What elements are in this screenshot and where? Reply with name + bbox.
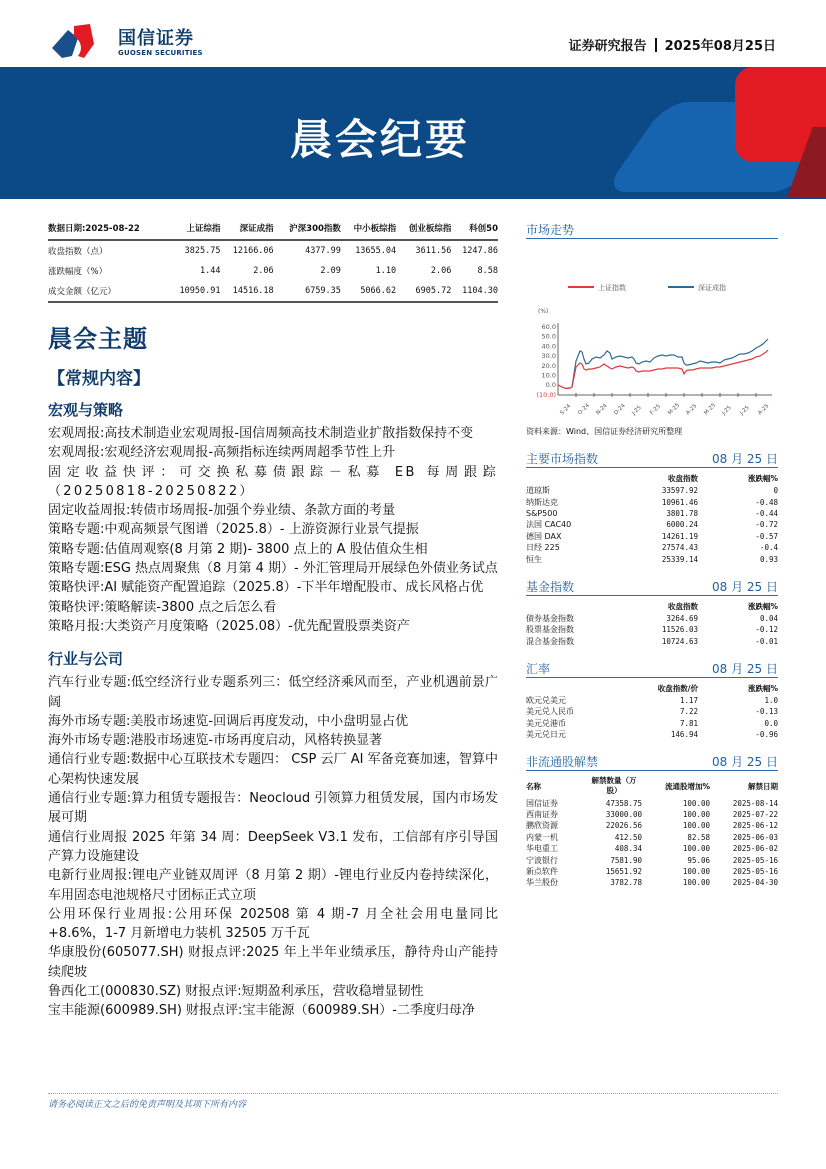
report-link[interactable]: 固定收益周报:转债市场周报-加强个券业绩、条款方面的考量 bbox=[48, 503, 396, 519]
table-cell: 纳斯达克 bbox=[526, 497, 558, 507]
fx-table bbox=[526, 682, 778, 741]
table-cell: -0.13 bbox=[755, 707, 778, 717]
table-row bbox=[526, 485, 778, 496]
table-cell: 13655.04 bbox=[355, 246, 397, 256]
report-link[interactable]: 鲁西化工(000830.SZ) 财报点评:短期盈利承压，营收稳增显韧性 bbox=[48, 984, 424, 1000]
svg-text:50.0: 50.0 bbox=[541, 332, 556, 341]
table-cell: 2025-07-22 bbox=[732, 810, 778, 820]
table-cell: -0.44 bbox=[755, 508, 778, 518]
table-header: 涨跌幅% bbox=[747, 474, 778, 483]
report-link[interactable]: 策略月报:大类资产月度策略（2025.08）-优先配置股票类资产 bbox=[48, 618, 410, 634]
table-cell: 0.93 bbox=[759, 554, 778, 564]
table-cell: 11526.03 bbox=[661, 625, 698, 635]
table-row bbox=[526, 542, 778, 553]
table-row bbox=[526, 854, 778, 865]
table-cell: 2.09 bbox=[320, 266, 341, 276]
table-row bbox=[526, 718, 778, 729]
table-cell: 100.00 bbox=[682, 798, 710, 808]
market-trend-header bbox=[526, 222, 778, 239]
table-cell: 2025-08-14 bbox=[732, 798, 778, 808]
industry-company-list bbox=[48, 673, 498, 1020]
table-cell: 1.44 bbox=[199, 266, 221, 276]
report-date: 2025年08月25日 bbox=[664, 39, 776, 54]
table-cell: 7.81 bbox=[679, 718, 698, 728]
divider bbox=[655, 38, 657, 52]
table-cell: 1.17 bbox=[679, 696, 698, 706]
sidebar bbox=[526, 222, 778, 889]
y-axis-label: (%) bbox=[538, 308, 549, 315]
x-axis-labels bbox=[559, 402, 771, 417]
table-cell: 国信证券 bbox=[526, 798, 558, 808]
guosen-logo-icon bbox=[50, 22, 110, 62]
table-cell: -0.96 bbox=[755, 730, 778, 740]
table-cell: 100.00 bbox=[682, 810, 710, 820]
market-trend-chart bbox=[526, 239, 778, 424]
table-row bbox=[526, 531, 778, 542]
table-cell: 成交金额（亿元） bbox=[48, 281, 167, 302]
svg-text:A-25: A-25 bbox=[685, 403, 699, 417]
table-cell: 新点软件 bbox=[526, 867, 558, 876]
table-row bbox=[526, 695, 778, 706]
svg-text:M-25: M-25 bbox=[667, 402, 682, 417]
table-row bbox=[526, 877, 778, 888]
guosen-logo bbox=[50, 22, 203, 62]
table-header-row bbox=[48, 218, 498, 240]
series-shenzhen bbox=[558, 339, 768, 389]
table-header: 上证综指 bbox=[167, 218, 220, 240]
index-summary-table bbox=[48, 218, 498, 303]
table-cell: 10950.91 bbox=[167, 281, 220, 302]
table-cell: 0.04 bbox=[759, 613, 778, 623]
table-cell: 3801.78 bbox=[666, 508, 698, 518]
table-cell: 华兰股份 bbox=[526, 878, 558, 888]
logo-english-text: GUOSEN SECURITIES bbox=[118, 49, 203, 57]
table-cell: 华电重工 bbox=[526, 844, 558, 854]
table-row bbox=[526, 706, 778, 717]
table-cell: 美元兑港币 bbox=[526, 718, 566, 728]
svg-text:F-25: F-25 bbox=[649, 403, 663, 417]
table-row bbox=[526, 866, 778, 877]
table-cell: 2025-05-16 bbox=[732, 867, 778, 876]
table-cell: 鹏欣资源 bbox=[526, 821, 558, 831]
report-type: 证券研究报告 bbox=[568, 39, 647, 54]
report-link[interactable]: 电新行业周报:锂电产业链双周评（8 月第 2 期）-锂电行业反内卷持续深化，车用固态电池规格尺寸团标正式立项 bbox=[48, 868, 498, 903]
table-row bbox=[526, 832, 778, 843]
unlock-title: 非流通股解禁 bbox=[526, 755, 599, 770]
table-cell: 47358.75 bbox=[605, 798, 642, 808]
major-indices-title: 主要市场指数 bbox=[526, 452, 599, 466]
table-row bbox=[48, 281, 498, 302]
table-cell: 408.34 bbox=[614, 844, 642, 854]
table-header: 解禁日期 bbox=[748, 781, 778, 791]
table-cell: 债券基金指数 bbox=[526, 613, 574, 623]
table-cell: 收盘指数（点） bbox=[48, 247, 108, 257]
report-link[interactable]: 汽车行业专题:低空经济行业专题系列三：低空经济乘风而至，产业机遇前景广阔 bbox=[48, 675, 498, 710]
table-cell: 10961.46 bbox=[661, 497, 698, 507]
table-cell: 3264.69 bbox=[666, 613, 698, 623]
table-cell: 22026.56 bbox=[605, 821, 642, 831]
line-chart bbox=[526, 239, 778, 424]
legend-label-shenzhen: 深证成指 bbox=[698, 284, 726, 292]
report-link[interactable]: 华康股份(605077.SH) 财报点评:2025 年上半年业绩承压，静待舟山产能持续爬坡 bbox=[48, 945, 498, 980]
table-cell: 2025-05-16 bbox=[732, 855, 778, 865]
table-cell: -0.72 bbox=[755, 520, 778, 530]
table-cell: -0.4 bbox=[759, 543, 778, 553]
footer-divider bbox=[48, 1093, 778, 1094]
section-heading-macro: 宏观与策略 bbox=[48, 401, 124, 419]
major-indices-header bbox=[526, 451, 778, 468]
table-cell: 混合基金指数 bbox=[526, 636, 574, 646]
report-link[interactable]: 策略专题:中观高频景气图谱（2025.8）- 上游资源行业景气提振 bbox=[48, 522, 419, 538]
svg-text:20.0: 20.0 bbox=[541, 361, 556, 370]
table-cell: 6000.24 bbox=[666, 520, 698, 530]
major-indices-date: 08 月 25 日 bbox=[712, 452, 778, 466]
table-header bbox=[526, 600, 616, 613]
table-cell: 14261.19 bbox=[661, 531, 698, 541]
table-cell: 1104.30 bbox=[451, 281, 498, 302]
table-cell: 2025-06-12 bbox=[732, 821, 778, 831]
report-link[interactable]: 策略快评:策略解读-3800 点之后怎么看 bbox=[48, 599, 277, 615]
fund-indices-table bbox=[526, 600, 778, 647]
table-cell: 1.10 bbox=[375, 266, 397, 276]
table-cell: 6905.72 bbox=[396, 281, 451, 302]
report-link[interactable]: 通信行业专题:算力租赁专题报告：Neocloud 引领算力租赁发展，国内市场发展可期 bbox=[48, 791, 498, 826]
fx-date: 08 月 25 日 bbox=[712, 661, 778, 676]
table-header: 沪深300指数 bbox=[274, 218, 341, 240]
table-cell: 412.50 bbox=[614, 832, 642, 842]
table-cell: 1.0 bbox=[764, 696, 778, 706]
table-header: 名称 bbox=[526, 781, 541, 791]
svg-text:O-24: O-24 bbox=[577, 402, 591, 417]
disclaimer-text: 请务必阅读正文之后的免责声明及其项下所有内容 bbox=[48, 1100, 247, 1110]
section-title-main: 晨会主题 bbox=[48, 325, 148, 353]
unlock-header bbox=[526, 754, 778, 771]
svg-text:40.0: 40.0 bbox=[541, 342, 556, 351]
table-cell: 美元兑人民币 bbox=[526, 707, 574, 717]
table-row bbox=[526, 729, 778, 740]
table-cell: 25339.14 bbox=[661, 554, 698, 564]
table-cell: 宁波银行 bbox=[526, 855, 558, 865]
table-cell: 2025-04-30 bbox=[732, 878, 778, 888]
table-header-row bbox=[526, 600, 778, 613]
svg-text:60.0: 60.0 bbox=[541, 323, 556, 331]
table-header: 数据日期:2025-08-22 bbox=[48, 218, 167, 240]
table-header: 涨跌幅% bbox=[747, 601, 778, 611]
table-cell: 西南证券 bbox=[526, 810, 558, 820]
banner-title: 晨会纪要 bbox=[289, 115, 470, 164]
table-cell: -0.01 bbox=[755, 636, 778, 646]
y-axis-ticks bbox=[536, 323, 556, 399]
table-row bbox=[48, 261, 498, 281]
report-link[interactable]: 策略专题:估值周观察(8 月第 2 期)- 3800 点上的 A 股估值众生相 bbox=[48, 541, 428, 557]
svg-text:10.0: 10.0 bbox=[541, 371, 556, 380]
table-row bbox=[526, 797, 778, 808]
table-header bbox=[526, 472, 616, 485]
report-link[interactable]: 宝丰能源(600989.SH) 财报点评:宝丰能源（600989.SH）-二季度归母净 bbox=[48, 1003, 475, 1019]
table-cell: S&P500 bbox=[526, 508, 558, 518]
table-cell: 100.00 bbox=[682, 878, 710, 888]
table-cell: 欧元兑美元 bbox=[526, 696, 566, 706]
svg-text:J-25: J-25 bbox=[739, 404, 751, 417]
report-link[interactable]: 通信行业专题:数据中心互联技术专题四： CSP 云厂 AI 军备竞赛加速，智算中心架构快速发展 bbox=[48, 752, 498, 787]
table-cell: 日经 225 bbox=[526, 543, 560, 553]
table-cell: 12166.06 bbox=[232, 246, 274, 256]
main-content bbox=[48, 218, 498, 1021]
table-header: 科创50 bbox=[451, 218, 498, 240]
table-cell: 1247.86 bbox=[462, 246, 498, 256]
table-cell: -0.48 bbox=[755, 497, 778, 507]
table-cell: 2.06 bbox=[253, 266, 274, 276]
table-row bbox=[526, 843, 778, 854]
table-header bbox=[526, 682, 616, 695]
table-cell: 4377.99 bbox=[305, 246, 341, 256]
table-cell: 33597.92 bbox=[661, 486, 698, 496]
table-header: 解禁数量（万股） bbox=[591, 776, 637, 796]
table-cell: -0.57 bbox=[755, 531, 778, 541]
fx-header bbox=[526, 661, 778, 678]
table-row bbox=[526, 624, 778, 635]
report-link[interactable]: 策略快评:AI 赋能资产配置追踪（2025.8）-下半年增配股市、成长风格占优 bbox=[48, 580, 484, 596]
table-cell: 5066.62 bbox=[341, 281, 396, 302]
table-cell: 内蒙一机 bbox=[526, 832, 558, 842]
svg-text:J-25: J-25 bbox=[721, 404, 733, 417]
table-row bbox=[526, 496, 778, 507]
table-header: 涨跌幅% bbox=[747, 683, 778, 693]
table-cell: 2025-06-03 bbox=[732, 832, 778, 842]
report-link[interactable]: 策略专题:ESG 热点周聚焦（8 月第 4 期）- 外汇管理局开展绿色外债业务试点 bbox=[48, 561, 498, 577]
table-cell: 100.00 bbox=[682, 867, 710, 876]
unlock-date: 08 月 25 日 bbox=[712, 755, 778, 770]
table-header: 收盘指数 bbox=[668, 601, 698, 611]
legend-label-shanghai: 上证指数 bbox=[598, 284, 626, 292]
table-cell: 100.00 bbox=[682, 821, 710, 831]
table-cell: 7581.90 bbox=[610, 855, 642, 865]
svg-text:30.0: 30.0 bbox=[541, 352, 556, 361]
report-link[interactable]: 海外市场专题:美股市场速览-回调后再度发动，中小盘明显占优 bbox=[48, 713, 409, 729]
table-cell: 95.06 bbox=[687, 855, 710, 865]
table-cell: 7.22 bbox=[679, 707, 698, 717]
table-header: 创业板综指 bbox=[396, 218, 451, 240]
svg-text:M-25: M-25 bbox=[703, 402, 718, 417]
report-meta bbox=[569, 35, 776, 54]
table-cell: 27574.43 bbox=[661, 543, 698, 553]
table-cell: 美元兑日元 bbox=[526, 730, 566, 740]
section-heading-industry: 行业与公司 bbox=[48, 650, 124, 669]
table-cell: -0.12 bbox=[755, 625, 778, 635]
table-row bbox=[526, 553, 778, 564]
report-link[interactable]: 通信行业周报 2025 年第 34 周：DeepSeek V3.1 发布，工信部有序引导国产算力设施建设 bbox=[48, 829, 498, 864]
chart-source: 资料来源：Wind、国信证券经济研究所整理 bbox=[526, 427, 683, 436]
svg-text:A-25: A-25 bbox=[757, 403, 771, 417]
fx-title: 汇率 bbox=[526, 661, 551, 676]
table-cell: 2.06 bbox=[430, 266, 452, 276]
fund-indices-date: 08 月 25 日 bbox=[712, 579, 778, 594]
table-header: 深证成指 bbox=[220, 218, 273, 240]
report-link[interactable]: 宏观周报:宏观经济宏观周报-高频指标连续两周超季节性上升 bbox=[48, 445, 396, 461]
table-row bbox=[526, 613, 778, 624]
svg-text:N-24: N-24 bbox=[595, 402, 609, 417]
macro-strategy-list bbox=[48, 424, 498, 636]
title-banner bbox=[0, 67, 826, 199]
major-indices-table bbox=[526, 472, 778, 565]
table-cell: 3825.75 bbox=[184, 246, 221, 256]
svg-text:0.0: 0.0 bbox=[545, 381, 556, 390]
table-cell: 2025-06-02 bbox=[732, 844, 778, 854]
table-row bbox=[526, 519, 778, 530]
table-header: 收盘指数/价 bbox=[657, 683, 698, 693]
table-cell: 33000.00 bbox=[605, 810, 642, 820]
table-row bbox=[526, 508, 778, 519]
table-row bbox=[526, 820, 778, 831]
table-row bbox=[48, 240, 498, 261]
table-row bbox=[526, 809, 778, 820]
table-header-row bbox=[526, 472, 778, 485]
svg-text:J-25: J-25 bbox=[631, 404, 643, 417]
table-cell: 涨跌幅度（%） bbox=[48, 267, 108, 277]
svg-text:S-24: S-24 bbox=[559, 403, 573, 417]
table-header: 中小板综指 bbox=[341, 218, 396, 240]
table-cell: 6759.35 bbox=[274, 281, 341, 302]
table-cell: 0.0 bbox=[764, 718, 778, 728]
section-subtitle: 【常规内容】 bbox=[48, 369, 150, 389]
table-cell: 法国 CAC40 bbox=[526, 520, 572, 530]
table-cell: 股票基金指数 bbox=[526, 625, 574, 635]
table-cell: 0 bbox=[773, 486, 778, 496]
report-link[interactable]: 海外市场专题:港股市场速览-市场再度启动，风格转换显著 bbox=[48, 733, 383, 749]
fund-indices-header bbox=[526, 579, 778, 596]
table-header-row bbox=[526, 775, 778, 797]
page-header bbox=[0, 0, 826, 67]
logo-chinese-text: 国信证券 bbox=[118, 28, 194, 49]
svg-text:(10.0): (10.0) bbox=[536, 390, 556, 399]
market-trend-title: 市场走势 bbox=[526, 223, 575, 237]
table-cell: 3611.56 bbox=[415, 246, 452, 256]
table-cell: 道琼斯 bbox=[526, 486, 550, 496]
report-link[interactable]: 固定收益快评：可交换私募债跟踪－私募 EB 每周跟踪（20250818-20250822） bbox=[48, 464, 498, 499]
table-cell: 恒生 bbox=[526, 554, 542, 564]
table-cell: 100.00 bbox=[682, 844, 710, 854]
table-cell: 146.94 bbox=[670, 730, 698, 740]
svg-text:D-24: D-24 bbox=[613, 402, 627, 417]
unlock-table bbox=[526, 775, 778, 888]
table-cell: 8.58 bbox=[477, 266, 498, 276]
report-link[interactable]: 公用环保行业周报:公用环保 202508 第 4 期-7 月全社会用电量同比+8.6%，1-7 月新增电力装机 32505 万千瓦 bbox=[48, 906, 498, 942]
table-header: 收盘指数 bbox=[668, 474, 698, 483]
table-header-row bbox=[526, 682, 778, 695]
table-cell: 14516.18 bbox=[220, 281, 273, 302]
table-cell: 3782.78 bbox=[610, 878, 642, 888]
table-cell: 15651.92 bbox=[605, 867, 642, 876]
table-cell: 10724.63 bbox=[661, 636, 698, 646]
table-cell: 82.58 bbox=[687, 832, 710, 842]
table-header: 流通股增加% bbox=[664, 781, 710, 791]
table-cell: 德国 DAX bbox=[526, 531, 562, 541]
fund-indices-title: 基金指数 bbox=[526, 579, 575, 594]
table-row bbox=[526, 636, 778, 647]
report-link[interactable]: 宏观周报:高技术制造业宏观周报-国信周频高技术制造业扩散指数保持不变 bbox=[48, 426, 474, 441]
